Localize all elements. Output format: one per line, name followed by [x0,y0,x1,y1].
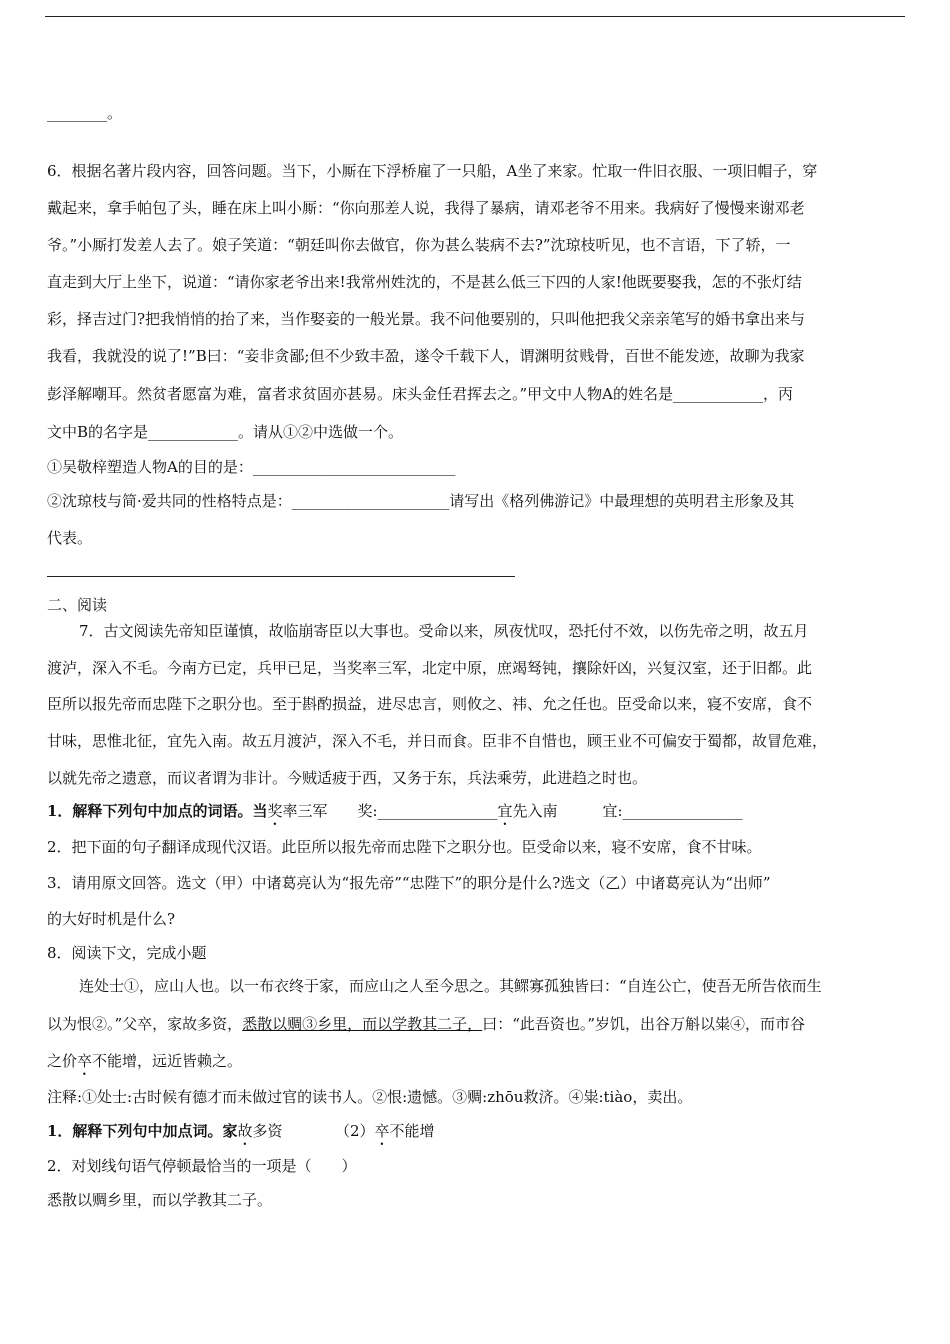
q8-notes: 注释:①处士:古时候有德才而未做过官的读书人。②恨:遗憾。③赒:zhōu救济。④粜:tiào，卖出。 [47,1088,693,1106]
q7-sub1-text-a: 1．解释下列句中加点的词语。当 [47,802,268,820]
q7-line-4: 甘味，思惟北征，宜先入南。故五月渡泸，深入不毛，并日而食。臣非不自惜也，顾王业不可偏安于蜀都，故冒危难， [47,732,828,750]
q6-line-7: 彭泽解嘲耳。然贫者愿富为难，富者求贫固亦甚易。床头金任君挥去之。”甲文中人物A的姓名是____________，丙 [47,385,794,403]
q6-option-1: ①吴敬梓塑造人物A的目的是：___________________________ [47,458,456,476]
q8-sentence: 悉散以赒乡里，而以学教其二子。 [47,1191,273,1209]
q7-sub1 [47,800,905,829]
q7-sub2: 2．把下面的句子翻译成现代汉语。此臣所以报先帝而忠陛下之职分也。臣受命以来，寝不安席，食不甘味。 [47,838,762,856]
q7-line-3: 臣所以报先帝而忠陛下之职分也。至于斟酌损益，进尽忠言，则攸之、祎、允之任也。臣受命以来，寝不安席，食不 [47,695,813,713]
q6-line-3: 爷。”小厮打发差人去了。娘子笑道：“朝廷叫你去做官，你为甚么装病不去?”沈琼枝听见，也不言语，下了轿，一 [47,236,791,254]
q8-passage-text-b: 曰：“此吾资也。”岁饥，出谷万斛以粜④，而市谷 [482,1015,806,1033]
q6-option-2-cont: 代表。 [47,529,93,547]
q7-sub1-dotted-word-1: 奖 [267,802,283,820]
q7-sub3-cont: 的大好时机是什么? [47,910,176,928]
q8-sub2: 2．对划线句语气停顿最恰当的一项是（ ） [47,1157,357,1175]
q6-option-2: ②沈琼枝与简·爱共同的性格特点是：_____________________请写出《格列佛游记》中最理想的英明君主形象及其 [47,492,795,510]
q7-sub1-text-c: 先入南 宜:________________ [512,802,743,820]
q6-line-2: 戴起来，拿手帕包了头，睡在床上叫小厮：“你向那差人说，我得了暴病，请邓老爷不用来。我病好了慢慢来谢邓老 [47,199,805,217]
header-rule [45,16,905,17]
q8-passage-text-a: 以为恨②。”父卒，家故多资， [47,1015,243,1033]
q6-line-6: 我看，我就没的说了!”B曰：“妾非贪鄙;但不少致丰盈，遂令千载下人，谓渊明贫贱骨，百世不能发迹，故聊为我家 [47,347,805,365]
q8-sub1-text-b: 多资 （2） [252,1122,375,1140]
q8-passage-line-1: 连处士①，应山人也。以一布衣终于家，而应山之人至今思之。其鳏寡孤独皆曰：“自连公亡，使吾无所告依而生 [79,977,822,995]
q8-passage-line-2 [47,1013,905,1035]
q7-sub3: 3．请用原文回答。选文（甲）中诸葛亮认为“报先帝”“忠陛下”的职分是什么?选文（乙）中诸葛亮认为“出师” [47,874,771,892]
answer-rule [47,576,515,577]
section-heading: 二、阅读 [47,596,108,614]
q8-sub1-dotted-word-2: 卒 [374,1122,390,1140]
q8-dotted-word: 卒 [77,1052,93,1070]
q6-line-5: 彩，择吉过门?把我悄悄的抬了来，当作娶妾的一般光景。我不问他要别的，只叫他把我父亲亲笔写的婚书拿出来与 [47,310,806,328]
q8-sub1 [47,1120,905,1149]
q8-passage-line-3 [47,1050,905,1079]
q7-sub1-text-b: 率三军 奖:________________ [282,802,498,820]
q7-line-5: 以就先帝之遗意，而议者谓为非计。今贼适疲于西，又务于东，兵法乘劳，此进趋之时也。 [47,769,648,787]
q6-line-4: 直走到大厅上坐下，说道：“请你家老爷出来!我常州姓沈的，不是甚么低三下四的人家!他既要娶我，怎的不张灯结 [47,273,802,291]
q6-line-1: 6．根据名著片段内容，回答问题。当下，小厮在下浮桥雇了一只船，A坐了来家。忙取一件旧衣服、一项旧帽子，穿 [47,162,818,180]
q6-line-8: 文中B的名字是____________。请从①②中选做一个。 [47,423,404,441]
q8-underlined-sentence: 悉散以赒③乡里，而以学教其二子， [242,1015,483,1033]
q8-passage-text-d: 不能增，远近皆赖之。 [92,1052,243,1070]
q8-sub1-dotted-word-1: 故 [237,1122,253,1140]
q8-sub1-text-a: 1．解释下列句中加点词。家 [47,1122,238,1140]
q8-sub1-text-c: 不能增 [389,1122,435,1140]
q8-passage-text-c: 之价 [47,1052,78,1070]
q5-answer-blank: ________。 [47,104,123,122]
q8-title: 8．阅读下文，完成小题 [47,944,207,962]
q7-line-1: 7．古文阅读先帝知臣谨慎，故临崩寄臣以大事也。受命以来，夙夜忧叹，恐托付不效，以伤先帝之明，故五月 [79,622,809,640]
q7-line-2: 渡泸，深入不毛。今南方已定，兵甲已足，当奖率三军，北定中原，庶竭驽钝，攘除奸凶，兴复汉室，还于旧都。此 [47,659,813,677]
q7-sub1-dotted-word-2: 宜 [497,802,513,820]
